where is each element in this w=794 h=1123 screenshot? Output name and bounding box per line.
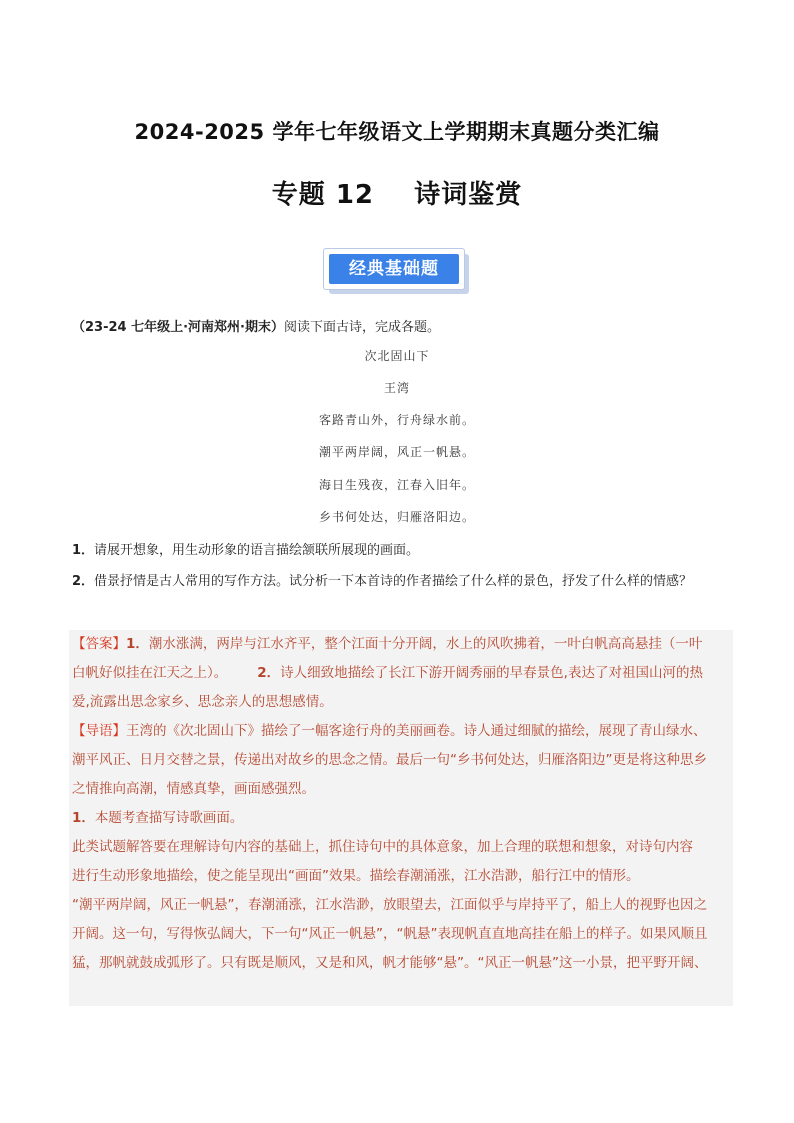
guide-line: 潮平风正、日月交替之景，传递出对故乡的思念之情。最后一句“乡书何处达，归雁洛阳边”更是将这种思乡 [72, 752, 707, 768]
analysis-line: 进行生动形象地描绘，使之能呈现出“画面”效果。描绘春潮涌涨，江水浩渺，船行江中的情形。 [72, 868, 640, 884]
section-badge [323, 248, 469, 294]
analysis-line: 此类试题解答要在理解诗句内容的基础上，抓住诗句中的具体意象，加上合理的联想和想象，对诗句内容 [72, 839, 693, 855]
answer-text: 白帆好似挂在江天之上）。 [72, 665, 228, 681]
poem-author: 王湾 [383, 381, 410, 395]
analysis-text: 本题考查描写诗歌画面。 [94, 810, 244, 826]
question-text: 借景抒情是古人常用的写作方法。试分析一下本首诗的作者描绘了什么样的景色，抒发了什么样的情感？ [94, 574, 693, 589]
question-2 [72, 570, 742, 589]
poem-title: 次北固山下 [364, 349, 430, 363]
analysis-line: 开阔。这一句，写得恢弘阔大，下一句“风正一帆悬”，“帆悬”表现帆直直地高挂在船上的样子。如果风顺且 [72, 926, 708, 942]
answer-number: 2． [257, 665, 281, 681]
answer-line: 爱,流露出思念家乡、思念亲人的思想感情。 [72, 694, 333, 710]
guide-line: 之情推向高潮，情感真挚，画面感强烈。 [72, 781, 315, 797]
question-intro [72, 316, 732, 335]
question-source: （23-24 七年级上·河南郑州·期末） [72, 320, 284, 335]
answer-line [72, 659, 736, 688]
guide-tag: 【导语】 [72, 723, 126, 739]
question-number: 2． [72, 574, 95, 589]
answer-text: 诗人细致地描绘了长江下游开阔秀丽的早春景色,表达了对祖国山河的热 [280, 665, 703, 681]
badge-frame [323, 248, 465, 290]
document-title: 2024-2025 学年七年级语文上学期期末真题分类汇编 [134, 120, 660, 144]
guide-line [72, 717, 736, 746]
badge-label: 经典基础题 [329, 254, 459, 284]
analysis-number: 1． [72, 810, 95, 826]
analysis-line [72, 804, 736, 833]
poem-line: 客路青山外，行舟绿水前。 [318, 413, 475, 427]
poem-line: 海日生残夜，江春入旧年。 [318, 478, 475, 492]
question-text: 请展开想象，用生动形象的语言描绘颔联所展现的画面。 [94, 543, 420, 558]
answer-text: 潮水涨满，两岸与江水齐平，整个江面十分开阔，水上的风吹拂着，一叶白帆高高悬挂（一叶 [148, 636, 703, 652]
intro-text: 阅读下面古诗，完成各题。 [283, 320, 440, 335]
poem-line: 潮平两岸阔，风正一帆悬。 [318, 445, 475, 459]
guide-text: 王湾的《次北固山下》描绘了一幅客途行舟的美丽画卷。诗人通过细腻的描绘，展现了青山绿水、 [126, 723, 707, 739]
analysis-line: 猛，那帆就鼓成弧形了。只有既是顺风，又是和风，帆才能够“悬”。“风正一帆悬”这一小景，把平野开阔、 [72, 955, 708, 971]
topic-title: 专题 12 诗词鉴赏 [271, 180, 523, 210]
analysis-line: “潮平两岸阔，风正一帆悬”，春潮涌涨，江水浩渺，放眼望去，江面似乎与岸持平了，船上人的视野也因之 [72, 897, 707, 913]
answer-line [72, 630, 736, 659]
question-1 [72, 539, 742, 558]
question-number: 1． [72, 543, 95, 558]
answer-tag: 【答案】 [72, 636, 126, 652]
poem-line: 乡书何处达，归雁洛阳边。 [318, 510, 475, 524]
answer-number: 1． [126, 636, 149, 652]
